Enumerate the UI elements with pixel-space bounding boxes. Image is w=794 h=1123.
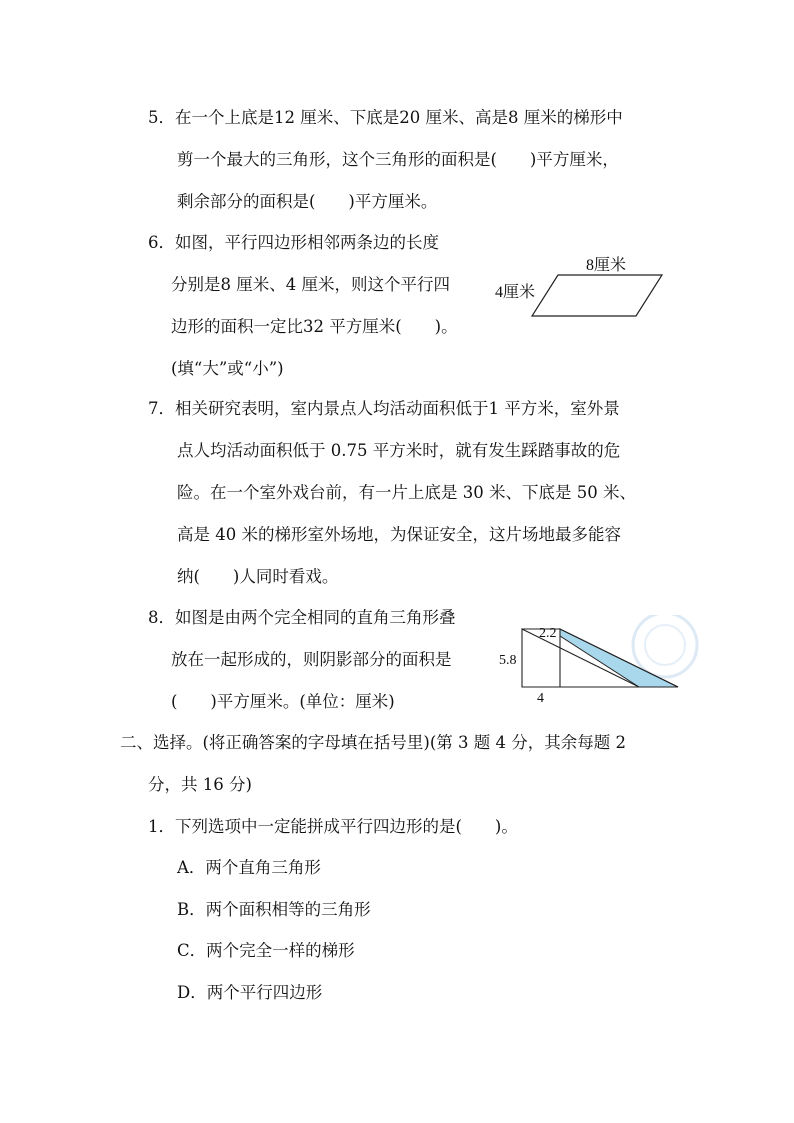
right-triangle-right: [560, 629, 678, 687]
label-bottom: 4: [537, 691, 544, 706]
s2q1-option-a: A．两个直角三角形: [177, 858, 321, 877]
q7-line-4: 高是 40 米的梯形室外场地，为保证安全，这片场地最多能容: [177, 525, 621, 544]
parallelogram-figure: [490, 250, 680, 325]
s2q1-option-b: B．两个面积相等的三角形: [177, 900, 371, 919]
q6-line-1: 6．如图，平行四边形相邻两条边的长度: [148, 233, 439, 252]
q5-line-2: 剪一个最大的三角形，这个三角形的面积是( )平方厘米，: [177, 150, 619, 169]
q6-line-3: 边形的面积一定比32 平方厘米( )。: [171, 317, 458, 336]
q8-line-2: 放在一起形成的，则阴影部分的面积是: [171, 650, 452, 669]
watermark-circle-inner: [645, 625, 685, 665]
section2-line-2: 分，共 16 分): [148, 775, 252, 794]
overlapping-triangles-figure: [490, 615, 700, 710]
parallelogram-shape: [532, 275, 662, 316]
q6-line-2: 分别是8 厘米、4 厘米，则这个平行四: [171, 275, 450, 294]
q5-line-3: 剩余部分的面积是( )平方厘米。: [177, 192, 438, 211]
q7-line-3: 险。在一个室外戏台前，有一片上底是 30 米、下底是 50 米、: [177, 483, 636, 502]
parallelogram-top-label: 8厘米: [586, 257, 627, 274]
q8-line-1: 8．如图是由两个完全相同的直角三角形叠: [148, 608, 456, 627]
parallelogram-side-label: 4厘米: [495, 284, 536, 301]
s2q1-option-c: C．两个完全一样的梯形: [177, 941, 355, 960]
s2q1-stem: 1．下列选项中一定能拼成平行四边形的是( )。: [148, 817, 518, 836]
label-top: 2.2: [539, 626, 557, 641]
q7-line-1: 7．相关研究表明，室内景点人均活动面积低于1 平方米，室外景: [148, 399, 620, 418]
label-left: 5.8: [499, 653, 517, 668]
q7-line-5: 纳( )人同时看戏。: [177, 567, 339, 586]
q5-line-1: 5．在一个上底是12 厘米、下底是20 厘米、高是8 厘米的梯形中: [148, 108, 623, 127]
s2q1-option-d: D．两个平行四边形: [177, 983, 323, 1002]
q8-line-3: ( )平方厘米。(单位：厘米): [171, 692, 395, 711]
section2-line-1: 二、选择。(将正确答案的字母填在括号里)(第 3 题 4 分，其余每题 2: [120, 733, 627, 752]
q7-line-2: 点人均活动面积低于 0.75 平方米时，就有发生踩踏事故的危: [177, 441, 621, 460]
q6-line-4: (填“大”或“小”): [171, 359, 284, 378]
